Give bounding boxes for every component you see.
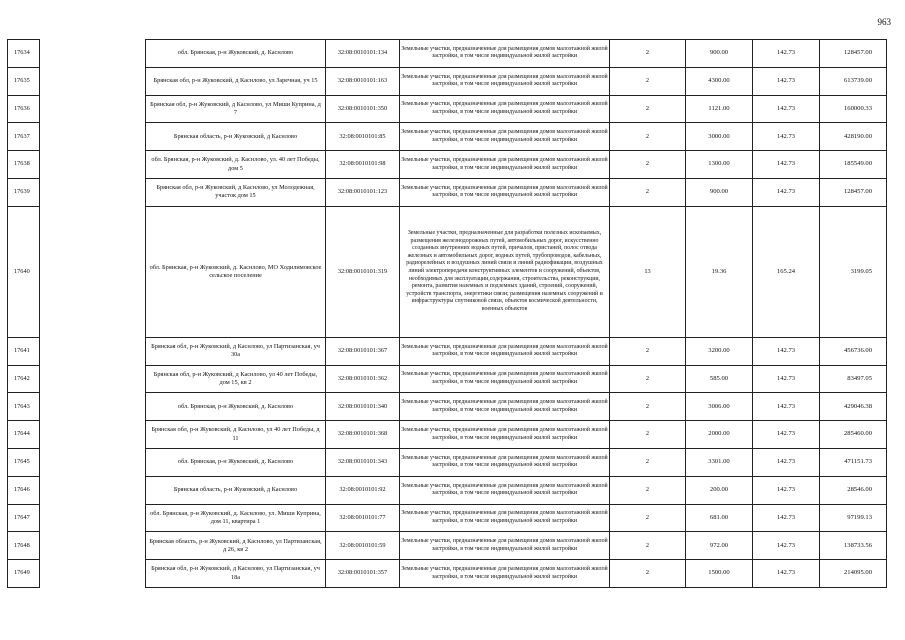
cadastral-number-cell: 32:08:0010101:367 bbox=[326, 337, 400, 365]
spacer-cell-cell bbox=[40, 504, 146, 532]
specific-value-cell: 142.73 bbox=[753, 67, 820, 95]
cadastral-value-cell: 214095.00 bbox=[820, 560, 887, 588]
specific-value-cell: 142.73 bbox=[753, 393, 820, 421]
cadastral-value-cell: 83497.05 bbox=[820, 365, 887, 393]
table-row bbox=[8, 560, 887, 588]
cadastral-value-cell: 613739.00 bbox=[820, 67, 887, 95]
table-row bbox=[8, 178, 887, 206]
spacer-cell-cell bbox=[40, 448, 146, 476]
use-group-cell: 2 bbox=[610, 560, 686, 588]
cadastral-value-cell: 185549.00 bbox=[820, 151, 887, 179]
cadastral-value-cell: 138733.56 bbox=[820, 532, 887, 560]
use-group-cell: 2 bbox=[610, 123, 686, 151]
cadastral-number-cell: 32:08:0010101:77 bbox=[326, 504, 400, 532]
permitted-use-cell: Земельные участки, предназначенные для размещения домов малоэтажной жилой застройки, в том числе индивидуальной жилой застройки bbox=[400, 95, 610, 123]
address-cell: обл. Брянская, р-н Жуковский, д. Каснлово bbox=[146, 393, 326, 421]
table-row bbox=[8, 476, 887, 504]
specific-value-cell: 165.24 bbox=[753, 206, 820, 337]
address-cell: Брянская обл, р-н Жуковский, д Каснлово, ул Молодежная, участок дом 15 bbox=[146, 178, 326, 206]
cadastral-number-cell: 32:08:0010101:134 bbox=[326, 40, 400, 68]
record-number-cell: 17643 bbox=[8, 393, 40, 421]
permitted-use-cell: Земельные участки, предназначенные для размещения домов малоэтажной жилой застройки, в том числе индивидуальной жилой застройки bbox=[400, 40, 610, 68]
spacer-cell-cell bbox=[40, 40, 146, 68]
permitted-use-cell: Земельные участки, предназначенные для размещения домов малоэтажной жилой застройки, в том числе индивидуальной жилой застройки bbox=[400, 393, 610, 421]
permitted-use-cell: Земельные участки, предназначенные для размещения домов малоэтажной жилой застройки, в том числе индивидуальной жилой застройки bbox=[400, 151, 610, 179]
cadastral-value-cell: 128457.00 bbox=[820, 178, 887, 206]
address-cell: Брянская обл, р-н Жуковский, д Каснлово, ул 40 лет Победы, д 11 bbox=[146, 421, 326, 449]
cadastral-number-cell: 32:08:0010101:59 bbox=[326, 532, 400, 560]
cadastral-number-cell: 32:08:0010101:340 bbox=[326, 393, 400, 421]
specific-value-cell: 142.73 bbox=[753, 560, 820, 588]
cadastral-value-cell: 3199.05 bbox=[820, 206, 887, 337]
cadastral-value-cell: 429046.38 bbox=[820, 393, 887, 421]
spacer-cell-cell bbox=[40, 95, 146, 123]
address-cell: Брянская обл, р-н Жуковский, д Каснлово, ул Партизанская, уч 30а bbox=[146, 337, 326, 365]
table-row bbox=[8, 448, 887, 476]
cadastral-number-cell: 32:08:0010101:319 bbox=[326, 206, 400, 337]
address-cell: Брянская обл, р-н Жуковский, д Каснлово, ул Миши Куприна, д 7 bbox=[146, 95, 326, 123]
record-number-cell: 17645 bbox=[8, 448, 40, 476]
spacer-cell-cell bbox=[40, 365, 146, 393]
table-row bbox=[8, 421, 887, 449]
spacer-cell-cell bbox=[40, 393, 146, 421]
area-cell: 1121.00 bbox=[686, 95, 753, 123]
area-cell: 3301.00 bbox=[686, 448, 753, 476]
specific-value-cell: 142.73 bbox=[753, 95, 820, 123]
record-number-cell: 17644 bbox=[8, 421, 40, 449]
record-number-cell: 17641 bbox=[8, 337, 40, 365]
use-group-cell: 2 bbox=[610, 40, 686, 68]
table-row bbox=[8, 123, 887, 151]
use-group-cell: 2 bbox=[610, 393, 686, 421]
page-number: 963 bbox=[877, 17, 891, 27]
record-number-cell: 17649 bbox=[8, 560, 40, 588]
specific-value-cell: 142.73 bbox=[753, 365, 820, 393]
spacer-cell-cell bbox=[40, 560, 146, 588]
address-cell: Брянская обл, р-н Жуковский, д Каснлово, ул 40 лет Победы, дом 15, кв 2 bbox=[146, 365, 326, 393]
cadastral-number-cell: 32:08:0010101:350 bbox=[326, 95, 400, 123]
area-cell: 972.00 bbox=[686, 532, 753, 560]
cadastral-number-cell: 32:08:0010101:85 bbox=[326, 123, 400, 151]
area-cell: 19.36 bbox=[686, 206, 753, 337]
permitted-use-cell: Земельные участки, предназначенные для размещения домов малоэтажной жилой застройки, в том числе индивидуальной жилой застройки bbox=[400, 365, 610, 393]
address-cell: Брянская область, р-н Жуковский, д Каснлово, ул Партизанская, д 26, кв 2 bbox=[146, 532, 326, 560]
permitted-use-cell: Земельные участки, предназначенные для размещения домов малоэтажной жилой застройки, в том числе индивидуальной жилой застройки bbox=[400, 560, 610, 588]
cadastral-value-cell: 428190.00 bbox=[820, 123, 887, 151]
use-group-cell: 2 bbox=[610, 448, 686, 476]
permitted-use-cell: Земельные участки, предназначенные для размещения домов малоэтажной жилой застройки, в том числе индивидуальной жилой застройки bbox=[400, 504, 610, 532]
area-cell: 4300.00 bbox=[686, 67, 753, 95]
address-cell: обл. Брянская, р-н Жуковский, д. Каснлово, ул. Миши Куприна, дом 11, квартира 1 bbox=[146, 504, 326, 532]
permitted-use-cell: Земельные участки, предназначенные для размещения домов малоэтажной жилой застройки, в том числе индивидуальной жилой застройки bbox=[400, 178, 610, 206]
table-row bbox=[8, 40, 887, 68]
area-cell: 3000.00 bbox=[686, 123, 753, 151]
table-row bbox=[8, 393, 887, 421]
area-cell: 900.00 bbox=[686, 40, 753, 68]
use-group-cell: 2 bbox=[610, 532, 686, 560]
specific-value-cell: 142.73 bbox=[753, 476, 820, 504]
specific-value-cell: 142.73 bbox=[753, 178, 820, 206]
specific-value-cell: 142.73 bbox=[753, 421, 820, 449]
cadastral-value-table bbox=[7, 39, 887, 588]
use-group-cell: 2 bbox=[610, 151, 686, 179]
cadastral-number-cell: 32:08:0010101:123 bbox=[326, 178, 400, 206]
record-number-cell: 17634 bbox=[8, 40, 40, 68]
cadastral-number-cell: 32:08:0010101:357 bbox=[326, 560, 400, 588]
spacer-cell-cell bbox=[40, 532, 146, 560]
spacer-cell-cell bbox=[40, 151, 146, 179]
area-cell: 200.00 bbox=[686, 476, 753, 504]
cadastral-value-cell: 128457.00 bbox=[820, 40, 887, 68]
cadastral-value-cell: 471151.73 bbox=[820, 448, 887, 476]
area-cell: 900.00 bbox=[686, 178, 753, 206]
use-group-cell: 2 bbox=[610, 95, 686, 123]
area-cell: 681.00 bbox=[686, 504, 753, 532]
area-cell: 585.00 bbox=[686, 365, 753, 393]
permitted-use-cell: Земельные участки, предназначенные для размещения домов малоэтажной жилой застройки, в том числе индивидуальной жилой застройки bbox=[400, 448, 610, 476]
table-row bbox=[8, 95, 887, 123]
specific-value-cell: 142.73 bbox=[753, 337, 820, 365]
cadastral-number-cell: 32:08:0010101:343 bbox=[326, 448, 400, 476]
specific-value-cell: 142.73 bbox=[753, 40, 820, 68]
address-cell: обл. Брянская, р-н Жуковский, д. Каснлово, МО Ходилимовское сельское поселение bbox=[146, 206, 326, 337]
record-number-cell: 17635 bbox=[8, 67, 40, 95]
area-cell: 2000.00 bbox=[686, 421, 753, 449]
table-row bbox=[8, 504, 887, 532]
area-cell: 3006.00 bbox=[686, 393, 753, 421]
permitted-use-cell: Земельные участки, предназначенные для размещения домов малоэтажной жилой застройки, в том числе индивидуальной жилой застройки bbox=[400, 532, 610, 560]
cadastral-number-cell: 32:08:0010101:98 bbox=[326, 151, 400, 179]
record-number-cell: 17640 bbox=[8, 206, 40, 337]
table-row bbox=[8, 67, 887, 95]
spacer-cell-cell bbox=[40, 421, 146, 449]
use-group-cell: 2 bbox=[610, 365, 686, 393]
address-cell: Брянская обл, р-н Жуковский, д Каснлово, ул Партизанская, уч 18а bbox=[146, 560, 326, 588]
spacer-cell-cell bbox=[40, 67, 146, 95]
cadastral-number-cell: 32:08:0010101:362 bbox=[326, 365, 400, 393]
cadastral-number-cell: 32:08:0010101:368 bbox=[326, 421, 400, 449]
specific-value-cell: 142.73 bbox=[753, 123, 820, 151]
use-group-cell: 2 bbox=[610, 337, 686, 365]
spacer-cell-cell bbox=[40, 206, 146, 337]
specific-value-cell: 142.73 bbox=[753, 448, 820, 476]
cadastral-value-cell: 285460.00 bbox=[820, 421, 887, 449]
address-cell: Брянская обл, р-н Жуковский, д Каснлово, ул Заречная, уч 15 bbox=[146, 67, 326, 95]
address-cell: обл. Брянская, р-н Жуковский, д. Каснлово bbox=[146, 448, 326, 476]
record-number-cell: 17642 bbox=[8, 365, 40, 393]
use-group-cell: 2 bbox=[610, 178, 686, 206]
cadastral-value-cell: 456736.00 bbox=[820, 337, 887, 365]
area-cell: 3200.00 bbox=[686, 337, 753, 365]
spacer-cell-cell bbox=[40, 123, 146, 151]
record-number-cell: 17646 bbox=[8, 476, 40, 504]
cadastral-number-cell: 32:08:0010101:92 bbox=[326, 476, 400, 504]
record-number-cell: 17638 bbox=[8, 151, 40, 179]
record-number-cell: 17637 bbox=[8, 123, 40, 151]
specific-value-cell: 142.73 bbox=[753, 504, 820, 532]
permitted-use-cell: Земельные участки, предназначенные для размещения домов малоэтажной жилой застройки, в том числе индивидуальной жилой застройки bbox=[400, 476, 610, 504]
cadastral-value-cell: 160000.33 bbox=[820, 95, 887, 123]
address-cell: обл. Брянская, р-н Жуковский, д. Каснлово bbox=[146, 40, 326, 68]
use-group-cell: 13 bbox=[610, 206, 686, 337]
use-group-cell: 2 bbox=[610, 67, 686, 95]
cadastral-number-cell: 32:08:0010101:163 bbox=[326, 67, 400, 95]
table-row bbox=[8, 337, 887, 365]
address-cell: обл. Брянская, р-н Жуковский, д. Каснлово, ул. 40 лет Победы, дом 5 bbox=[146, 151, 326, 179]
use-group-cell: 2 bbox=[610, 421, 686, 449]
table-body bbox=[8, 40, 887, 588]
area-cell: 1500.00 bbox=[686, 560, 753, 588]
cadastral-value-cell: 97199.13 bbox=[820, 504, 887, 532]
area-cell: 1300.00 bbox=[686, 151, 753, 179]
record-number-cell: 17648 bbox=[8, 532, 40, 560]
permitted-use-cell: Земельные участки, предназначенные для размещения домов малоэтажной жилой застройки, в том числе индивидуальной жилой застройки bbox=[400, 337, 610, 365]
specific-value-cell: 142.73 bbox=[753, 151, 820, 179]
record-number-cell: 17639 bbox=[8, 178, 40, 206]
permitted-use-cell: Земельные участки, предназначенные для разработки полезных ископаемых, размещения железнодорожных путей, автомобильных дорог, искусственно созданных внутренних водных путей, причалов, пристаней, полос отвода железных и автомобильных дорог, водных путей, трубопроводов, кабельных, радиорелейных и воздушных линий связи и линий радиофикации, воздушных линий электропередачи конструктивных элементов и сооружений, объектов, необходимых для эксплуатации,содержания, строительства, реконструкции, ремонта, развития наземных и подземных зданий, строений, сооружений, устройств транспорта, энергетики связи; размещения наземных сооружений и инфраструктуры спутниковой связи, объектов космической деятельности, военных объектов bbox=[400, 206, 610, 337]
address-cell: Брянская область, р-н Жуковский, д Каснлово bbox=[146, 476, 326, 504]
table-row bbox=[8, 365, 887, 393]
spacer-cell-cell bbox=[40, 476, 146, 504]
table-row bbox=[8, 532, 887, 560]
spacer-cell-cell bbox=[40, 337, 146, 365]
record-number-cell: 17647 bbox=[8, 504, 40, 532]
permitted-use-cell: Земельные участки, предназначенные для размещения домов малоэтажной жилой застройки, в том числе индивидуальной жилой застройки bbox=[400, 123, 610, 151]
address-cell: Брянская область, р-н Жуковский, д Каснлово bbox=[146, 123, 326, 151]
specific-value-cell: 142.73 bbox=[753, 532, 820, 560]
use-group-cell: 2 bbox=[610, 504, 686, 532]
permitted-use-cell: Земельные участки, предназначенные для размещения домов малоэтажной жилой застройки, в том числе индивидуальной жилой застройки bbox=[400, 67, 610, 95]
permitted-use-cell: Земельные участки, предназначенные для размещения домов малоэтажной жилой застройки, в том числе индивидуальной жилой застройки bbox=[400, 421, 610, 449]
use-group-cell: 2 bbox=[610, 476, 686, 504]
table-row bbox=[8, 206, 887, 337]
spacer-cell-cell bbox=[40, 178, 146, 206]
table-row bbox=[8, 151, 887, 179]
cadastral-value-cell: 28546.00 bbox=[820, 476, 887, 504]
record-number-cell: 17636 bbox=[8, 95, 40, 123]
